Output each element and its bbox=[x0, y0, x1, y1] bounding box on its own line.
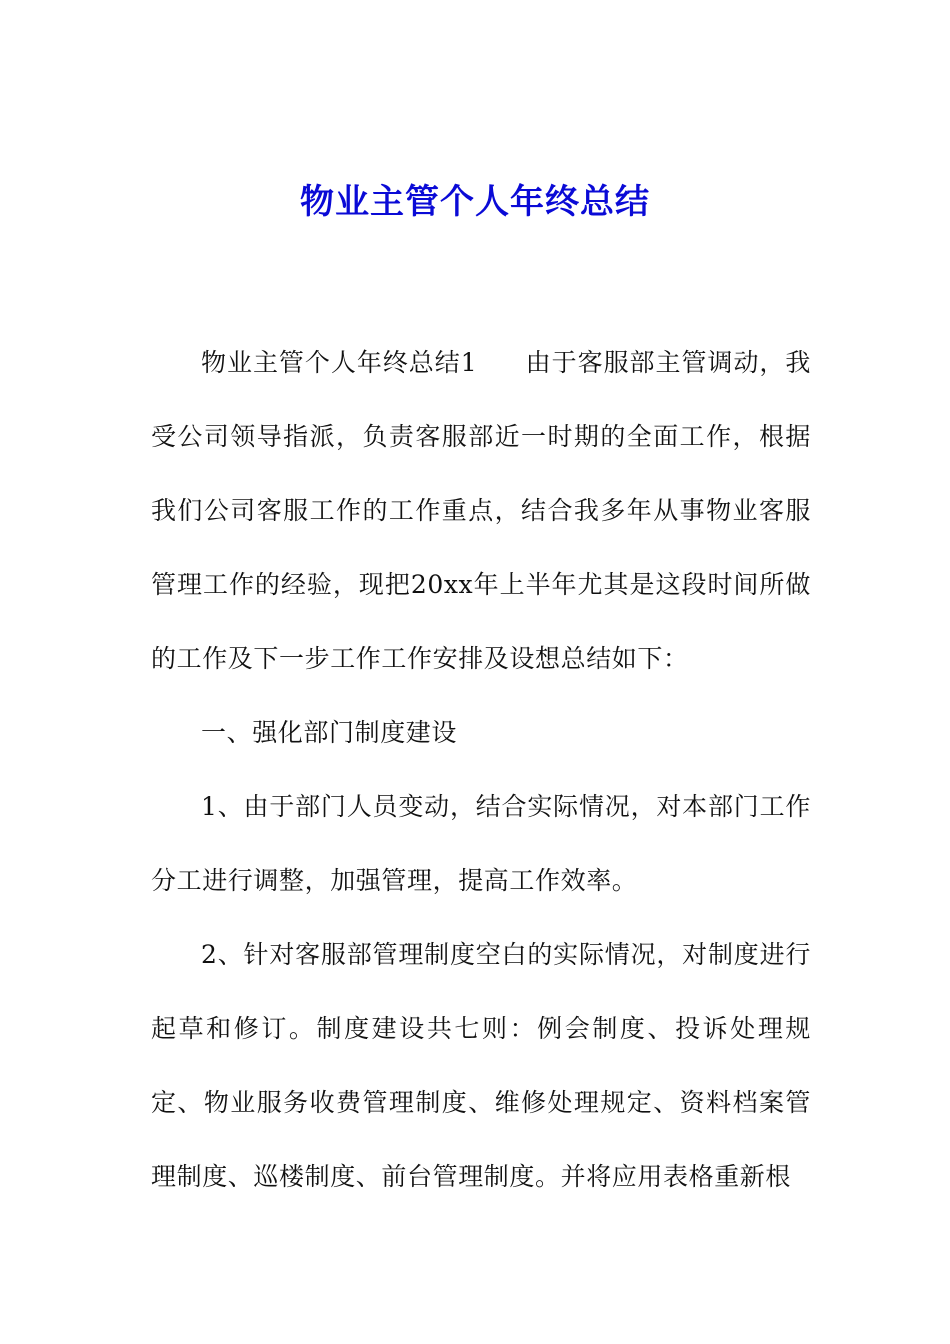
paragraph-text: 由于客服部主管调动，我受公司领导指派，负责客服部近一时期的全面工作，根据我们公司客服工作的工作重点，结合我多年从事物业客服管理工作的经验，现把20xx年上半年尤其是这段时间所做的工作及下一步工作工作安排及设想总结如下： bbox=[151, 348, 811, 673]
paragraph-lead: 物业主管个人年终总结1 bbox=[201, 348, 478, 377]
document-title: 物业主管个人年终总结 bbox=[300, 182, 650, 222]
document-body bbox=[151, 326, 811, 1214]
paragraph-intro bbox=[151, 326, 811, 696]
paragraph-item-2: 2、针对客服部管理制度空白的实际情况，对制度进行起草和修订。制度建设共七则：例会制度、投诉处理规定、物业服务收费管理制度、维修处理规定、资料档案管理制度、巡楼制度、前台管理制度。并将应用表格重新根 bbox=[151, 940, 811, 1191]
paragraph-item-1: 1、由于部门人员变动，结合实际情况，对本部门工作分工进行调整，加强管理，提高工作效率。 bbox=[151, 792, 811, 895]
section-heading: 一、强化部门制度建设 bbox=[201, 718, 458, 747]
